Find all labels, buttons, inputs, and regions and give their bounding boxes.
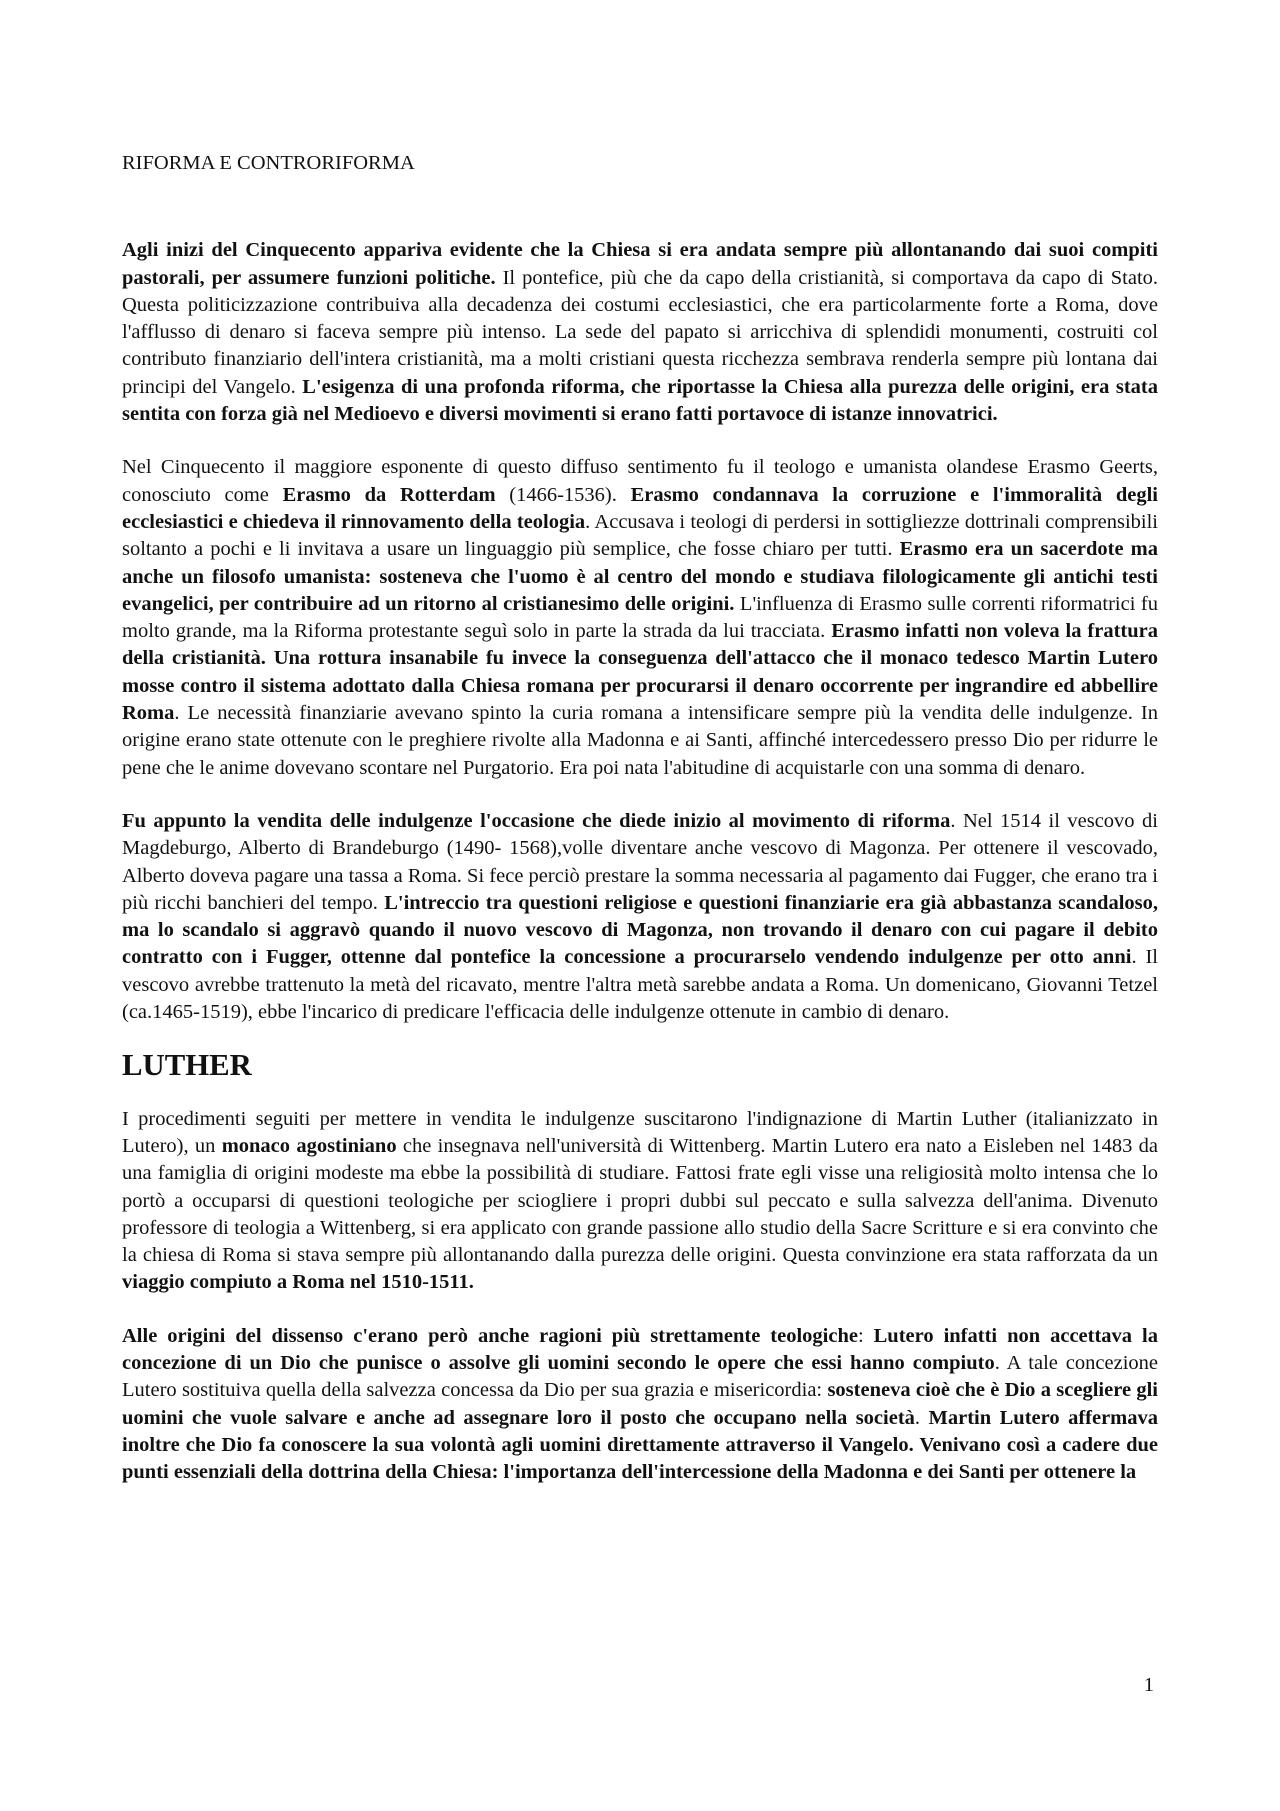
- text-segment: . Le necessità finanziarie avevano spinto la curia romana a intensificare sempre più la vendita delle indulgenze. In origine erano state ottenute con le preghiere rivolte alla Madonna e ai Santi, affinché intercedessero presso Dio per ridurre le pene che le anime dovevano scontare nel Purgatorio. Era poi nata l'abitudine di acquistarle con una somma di denaro.: [122, 702, 1158, 779]
- bold-text-segment: L'esigenza di una profonda riforma, che riportasse la Chiesa alla purezza delle origini, era stata sentita con forza già nel Medioevo e diversi movimenti si erano fatti portavoce di istanze innovatrici.: [122, 375, 1158, 426]
- bold-text-segment: Alle origini del dissenso c'erano però anche ragioni più strettamente teologiche: [122, 1324, 858, 1347]
- document-body: [122, 150, 1158, 1512]
- document-title: RIFORMA E CONTRORIFORMA: [122, 152, 415, 174]
- text-segment: .: [914, 1406, 929, 1429]
- bold-text-segment: LUTHER: [122, 1048, 252, 1083]
- text-segment: Il pontefice, più che da capo della cristianità, si comportava da capo di Stato. Questa politicizzazione contribuiva alla decadenza dei costumi ecclesiastici, che era particolarmente forte a Roma, dove l'afflusso di denaro si faceva sempre più intenso. La sede del papato si arricchiva di splendidi monumenti, costruiti col contributo finanziario dell'intera cristianità, ma a molti cristiani questa ricchezza sembrava renderla sempre più lontana dai principi del Vangelo.: [122, 266, 1159, 398]
- text-segment: :: [857, 1324, 874, 1347]
- bold-text-segment: monaco agostiniano: [221, 1134, 397, 1157]
- bold-text-segment: Martin Lutero affermava inoltre che Dio fa conoscere la sua volontà agli uomini direttamente attraverso il Vangelo. Venivano così a cadere due punti essenziali della dottrina della Chiesa: l'importanza dell'intercessione della Madonna e dei Santi per ottenere la: [122, 1406, 1158, 1484]
- text-segment: . Nel 1514 il vescovo di Magdeburgo, Alberto di Brandeburgo (1490- 1568),volle diventare anche vescovo di Magonza. Per ottenere il vescovado, Alberto doveva pagare una tassa a Roma. Si fece perciò prestare la somma necessaria al pagamento dai Fugger, che erano tra i più ricchi banchieri del tempo.: [122, 809, 1158, 914]
- paragraph: [122, 237, 1158, 428]
- bold-text-segment: viaggio compiuto a Roma nel 1510-1511.: [122, 1271, 474, 1294]
- bold-text-segment: sosteneva cioè che è Dio a scegliere gli uomini che vuole salvare e anche ad assegnare loro il posto che occupano nella società: [122, 1379, 1158, 1429]
- bold-text-segment: Erasmo infatti non voleva la frattura della cristianità. Una rottura insanabile fu invece la conseguenza dell'attacco che il monaco tedesco Martin Lutero mosse contro il sistema adottato dalla Chiesa romana per procurarsi il denaro occorrente per ingrandire ed abbellire Roma: [122, 620, 1158, 725]
- paragraph: [122, 1323, 1158, 1487]
- section-heading: [122, 1048, 1158, 1083]
- bold-text-segment: Erasmo era un sacerdote ma anche un filosofo umanista: sosteneva che l'uomo è al centro del mondo e studiava filologicamente gli antichi testi evangelici, per contribuire ad un ritorno al cristianesimo delle origini.: [122, 538, 1158, 615]
- bold-text-segment: Erasmo condannava la corruzione e l'immoralità degli ecclesiastici e chiedeva il rinnovamento della teologia: [122, 483, 1158, 533]
- text-segment: L'influenza di Erasmo sulle correnti riformatrici fu molto grande, ma la Riforma protestante seguì solo in parte la strada da lui tracciata.: [122, 592, 1158, 643]
- text-segment: . Accusava i teologi di perdersi in sottigliezze dottrinali comprensibili soltanto a pochi e li invitava a usare un linguaggio più semplice, che fosse chiaro per tutti.: [122, 510, 1158, 561]
- paragraph: [122, 454, 1158, 782]
- bold-text-segment: Fu appunto la vendita delle indulgenze l'occasione che diede inizio al movimento di riforma: [122, 809, 951, 832]
- text-segment: che insegnava nell'università di Wittenberg. Martin Lutero era nato a Eisleben nel 1483 da una famiglia di origini modeste ma ebbe la possibilità di studiare. Fattosi frate egli visse una religiosità molto intensa che lo portò a occuparsi di questioni teologiche per sciogliere i propri dubbi sul peccato e sulla salvezza dell'anima. Divenuto professore di teologia a Wittenberg, si era applicato con grande passione allo studio della Sacre Scritture e si era convinto che la chiesa di Roma si stava sempre più allontanando dalla purezza delle origini. Questa convinzione era stata rafforzata da un: [122, 1134, 1158, 1267]
- text-segment: (1466-1536).: [495, 483, 631, 506]
- text-segment: Nel Cinquecento il maggiore esponente di questo diffuso sentimento fu il teologo e umanista olandese Erasmo Geerts, conosciuto come: [122, 456, 1158, 506]
- paragraph: [122, 1106, 1158, 1297]
- page-number: 1: [1143, 1674, 1154, 1696]
- text-segment: I procedimenti seguiti per mettere in vendita le indulgenze suscitarono l'indignazione di Martin Luther (italianizzato in Lutero), un: [122, 1107, 1158, 1157]
- bold-text-segment: Agli inizi del Cinquecento appariva evidente che la Chiesa si era andata sempre più allontanando dai suoi compiti pastorali, per assumere funzioni politiche.: [122, 239, 1158, 289]
- paragraph: [122, 808, 1158, 1026]
- text-segment: . Il vescovo avrebbe trattenuto la metà del ricavato, mentre l'altra metà sarebbe andata a Roma. Un domenicano, Giovanni Tetzel (ca.1465-1519), ebbe l'incarico di predicare l'efficacia delle indulgenze ottenute in cambio di denaro.: [122, 946, 1158, 1024]
- document-text: [122, 237, 1158, 1486]
- bold-text-segment: Erasmo da Rotterdam: [282, 483, 496, 506]
- bold-text-segment: L'intreccio tra questioni religiose e questioni finanziarie era già abbastanza scandaloso, ma lo scandalo si aggravò quando il nuovo vescovo di Magonza, non trovando il denaro con cui pagare il debito contratto con i Fugger, ottenne dal pontefice la concessione a procurarselo vendendo indulgenze per otto anni: [122, 891, 1158, 969]
- bold-text-segment: Lutero infatti non accettava la concezione di un Dio che punisce o assolve gli uomini secondo le opere che essi hanno compiuto: [122, 1324, 1158, 1374]
- text-segment: . A tale concezione Lutero sostituiva quella della salvezza concessa da Dio per sua grazia e misericordia:: [122, 1351, 1158, 1402]
